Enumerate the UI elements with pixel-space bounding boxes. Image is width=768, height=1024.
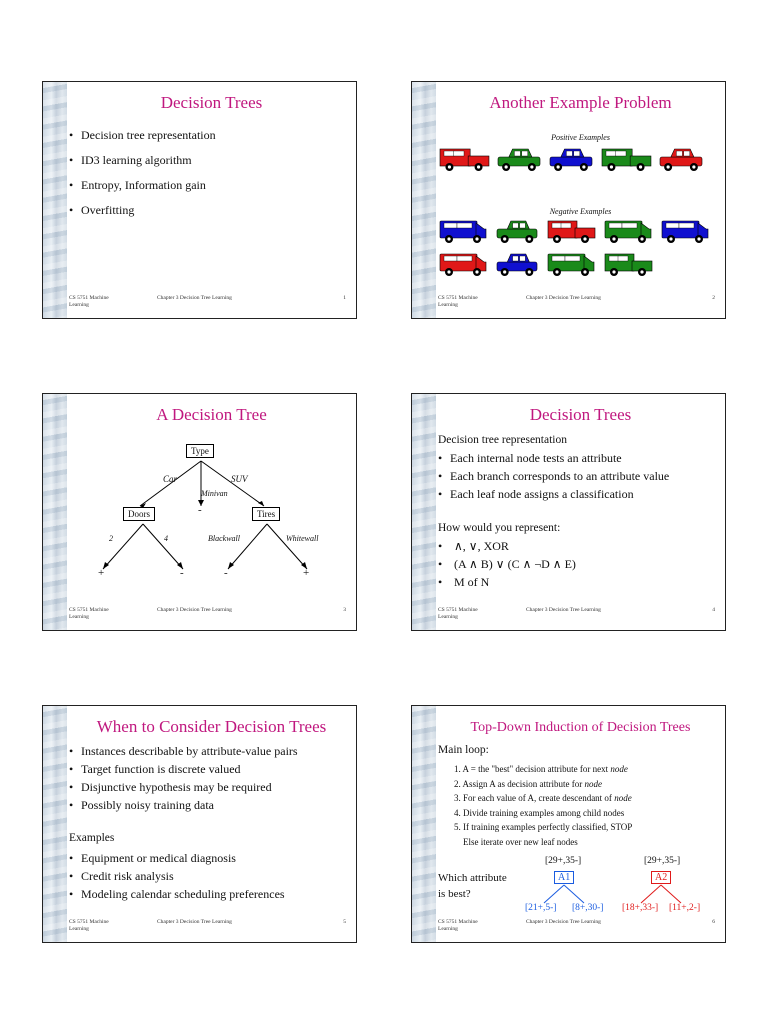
- slide-decoration: [412, 394, 436, 630]
- negative-examples-label: Negative Examples: [549, 207, 612, 216]
- bullet-item: • Disjunctive hypothesis may be required: [69, 780, 298, 795]
- branch-label-suv: SUV: [231, 474, 248, 484]
- bullet-item: • Possibly noisy training data: [69, 798, 298, 813]
- slide-number: 2: [712, 295, 715, 301]
- question-line: is best?: [438, 888, 471, 900]
- car-vehicle-icon: [495, 250, 539, 283]
- examples-heading: Examples: [69, 832, 115, 844]
- footer-course: CS 5751 Machine Learning: [438, 607, 478, 620]
- leaf-3: -: [224, 567, 228, 579]
- positive-examples-label: Positive Examples: [551, 133, 610, 142]
- loop-step-text: 5. If training examples perfectly classified, STOP: [454, 822, 633, 832]
- loop-step-text: 4. Divide training examples among child nodes: [454, 807, 625, 818]
- positive-cars-row: [438, 145, 722, 175]
- slide-6: [411, 705, 726, 943]
- branch-label-minivan: Minivan: [201, 489, 228, 498]
- minivan-vehicle-icon: [438, 250, 488, 283]
- suv-vehicle-icon: [600, 145, 652, 178]
- a1-total-count: [29+,35-]: [545, 856, 582, 866]
- footer-chapter: Chapter 3 Decision Tree Learning: [157, 295, 232, 301]
- footer-chapter: Chapter 3 Decision Tree Learning: [526, 919, 601, 925]
- a1-right-count: [8+,30-]: [572, 903, 604, 913]
- car-vehicle-icon: [658, 145, 704, 178]
- representation-list: [438, 539, 576, 590]
- question-line: Which attribute: [438, 872, 507, 884]
- loop-step-text: 1. A = the "best" decision attribute for next: [454, 764, 611, 774]
- slide-title: When to Consider Decision Trees: [96, 717, 327, 736]
- leaf-4: +: [303, 567, 310, 579]
- footer-course: CS 5751 Machine Learning: [438, 295, 478, 308]
- leaf-minivan: -: [198, 504, 202, 516]
- slide-title: Top-Down Induction of Decision Trees: [470, 720, 691, 735]
- suv-vehicle-icon: [603, 250, 653, 283]
- slide-1: [42, 81, 357, 319]
- footer-course: CS 5751 Machine Learning: [69, 919, 109, 932]
- bullet-item: • Instances describable by attribute-value pairs: [69, 744, 298, 759]
- loop-step-text: 3. For each value of A, create descendant of: [454, 793, 615, 803]
- negative-cars-row: [438, 250, 722, 280]
- question-text: How would you represent:: [438, 522, 561, 534]
- suv-vehicle-icon: [438, 145, 490, 178]
- bullet-item: • (A ∧ B) ∨ (C ∧ ¬D ∧ E): [438, 557, 576, 572]
- suv-vehicle-icon: [546, 217, 596, 250]
- footer-course: CS 5751 Machine Learning: [69, 295, 109, 308]
- loop-step-emphasis: node: [610, 764, 628, 774]
- a2-left-count: [18+,33-]: [622, 903, 659, 913]
- car-vehicle-icon: [495, 217, 539, 250]
- branch-label-blackwall: Blackwall: [208, 534, 240, 543]
- slide-footer: [438, 919, 715, 937]
- slide-number: 6: [712, 919, 715, 925]
- tree-node-tires: Tires: [252, 507, 280, 521]
- footer-course: CS 5751 Machine Learning: [438, 919, 478, 932]
- slide-title: Decision Trees: [529, 405, 632, 424]
- main-loop-label: Main loop:: [438, 744, 489, 756]
- slide-title: Decision Trees: [160, 93, 263, 112]
- bullet-item: • Overfitting: [69, 203, 216, 218]
- car-vehicle-icon: [548, 145, 594, 178]
- negative-cars-row: [438, 217, 722, 247]
- bullet-item: • Modeling calendar scheduling preferences: [69, 887, 285, 902]
- slide-title: Another Example Problem: [489, 93, 672, 112]
- bullet-item: • Credit risk analysis: [69, 869, 285, 884]
- slide-number: 4: [712, 607, 715, 613]
- bullet-list: [438, 451, 669, 502]
- loop-step-emphasis: node: [584, 778, 602, 789]
- footer-chapter: Chapter 3 Decision Tree Learning: [526, 607, 601, 613]
- car-vehicle-icon: [496, 145, 542, 178]
- slide-footer: [69, 919, 346, 937]
- loop-step-emphasis: node: [614, 793, 632, 803]
- slide-footer: [438, 295, 715, 313]
- slide-decoration: [43, 706, 67, 942]
- slide-2: [411, 81, 726, 319]
- slide-number: 5: [343, 919, 346, 925]
- bullet-list: [69, 744, 298, 813]
- bullet-item: • Decision tree representation: [69, 128, 216, 143]
- slide-5: [42, 705, 357, 943]
- footer-chapter: Chapter 3 Decision Tree Learning: [157, 607, 232, 613]
- bullet-item: • Equipment or medical diagnosis: [69, 851, 285, 866]
- slide-number: 1: [343, 295, 346, 301]
- footer-chapter: Chapter 3 Decision Tree Learning: [157, 919, 232, 925]
- slide-3: [42, 393, 357, 631]
- examples-list: [69, 851, 285, 902]
- attribute-a1-node: A1: [554, 871, 574, 884]
- bullet-item: • Each internal node tests an attribute: [438, 451, 669, 466]
- slide-title: A Decision Tree: [156, 405, 267, 424]
- loop-step-text: 2. Assign A as decision attribute for: [454, 778, 585, 789]
- intro-text: Decision tree representation: [438, 434, 567, 446]
- bullet-item: • Entropy, Information gain: [69, 178, 216, 193]
- slide-footer: [69, 607, 346, 625]
- branch-label-4: 4: [164, 534, 168, 543]
- slide-footer: [69, 295, 346, 313]
- minivan-vehicle-icon: [546, 250, 596, 283]
- bullet-item: • ∧, ∨, XOR: [438, 539, 576, 554]
- a1-left-count: [21+,5-]: [525, 903, 557, 913]
- minivan-vehicle-icon: [603, 217, 653, 250]
- a2-total-count: [29+,35-]: [644, 856, 681, 866]
- a2-right-count: [11+,2-]: [669, 903, 701, 913]
- bullet-item: • Each leaf node assigns a classification: [438, 487, 669, 502]
- footer-chapter: Chapter 3 Decision Tree Learning: [526, 295, 601, 301]
- minivan-vehicle-icon: [438, 217, 488, 250]
- leaf-2: -: [180, 567, 184, 579]
- footer-course: CS 5751 Machine Learning: [69, 607, 109, 620]
- bullet-item: • ID3 learning algorithm: [69, 153, 216, 168]
- slide-decoration: [43, 82, 67, 318]
- leaf-1: +: [98, 567, 105, 579]
- bullet-item: • M of N: [438, 575, 576, 590]
- slide-footer: [438, 607, 715, 625]
- attribute-a2-node: A2: [651, 871, 671, 884]
- branch-label-2: 2: [109, 534, 113, 543]
- minivan-vehicle-icon: [660, 217, 710, 250]
- tree-node-type: Type: [186, 444, 214, 458]
- bullet-list: [69, 128, 216, 218]
- bullet-item: • Target function is discrete valued: [69, 762, 298, 777]
- loop-step-text: Else iterate over new leaf nodes: [454, 836, 578, 847]
- slide-decoration: [412, 82, 436, 318]
- tree-node-doors: Doors: [123, 507, 155, 521]
- slide-number: 3: [343, 607, 346, 613]
- bullet-item: • Each branch corresponds to an attribute value: [438, 469, 669, 484]
- slide-4: [411, 393, 726, 631]
- branch-label-whitewall: Whitewall: [286, 534, 319, 543]
- branch-label-car: Car: [163, 474, 178, 484]
